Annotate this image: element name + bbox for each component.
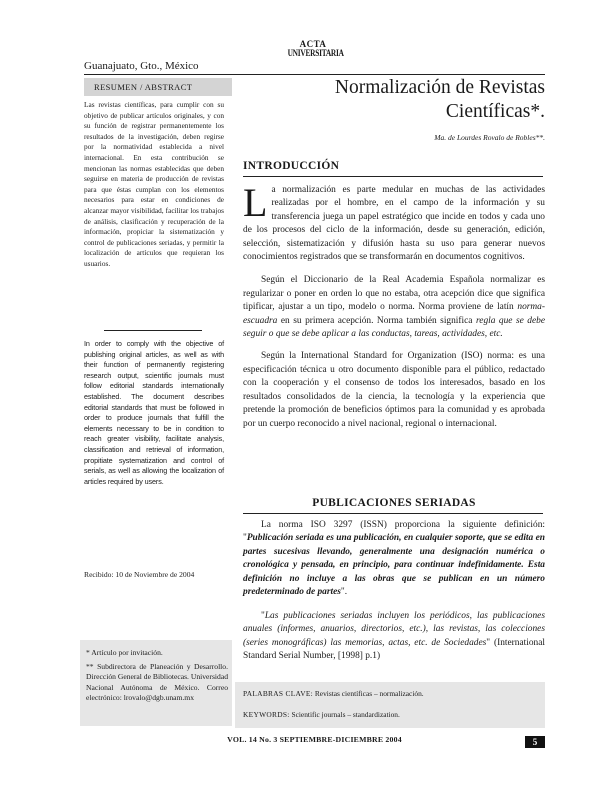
author-line: Ma. de Lourdes Rovalo de Robles**. <box>434 133 545 142</box>
keywords-english <box>243 710 400 719</box>
serials-p1-quote: Publicación seriada es una publicación, en cualquier soporte, que se edita en partes sucesivas llevando, generalmente una designación numérica o cronológica y pensada, en principio, para continuar indefinidamente. Esta definición no incluye a las obras que se publican en un número predeterminado de partes <box>243 533 545 598</box>
serials-p1-text-a: La norma ISO 3297 (ISSN) proporciona la siguiente definición: " <box>243 520 545 544</box>
journal-logo <box>282 40 344 58</box>
abstract-english: In order to comply with the objective of publishing original articles, as well as with their function of permanently registering research output, scientific journals must follow editorial standards internationally established. The document describes editorial standards that must be followed in order to produce journals that fulfill the elements necessary to be in condition to reach greater visibility, facilitate analysis, classification and retrieval of information, propitiate systematization and control of serials, as well as allowing the localization of articles required by users. <box>84 339 224 486</box>
intro-heading-rule <box>243 176 543 177</box>
serials-paragraph-1 <box>243 519 545 599</box>
serials-heading-rule <box>243 513 543 514</box>
title-line-1: Normalización de Revistas <box>334 77 545 98</box>
section-heading-serials: PUBLICACIONES SERIADAS <box>312 497 476 509</box>
abstract-bar: RESUMEN / ABSTRACT <box>84 78 232 96</box>
drop-cap: L <box>243 180 268 225</box>
keywords-en-value: Scientific journals – standardization. <box>289 710 400 719</box>
serials-p2-text-a: " <box>261 611 265 621</box>
intro-p1-text: a normalización es parte medular en muchas de las actividades realizadas por el hombre, en el campo de la información y su transferencia juega un papel estratégico que incide en todos y cada uno de los procesos del ciclo de la información, desde su generación, edición, selección, sistematización y difusión hasta su uso para generar nuevos conocimientos registrados que se transformarán en documentos cognitivos. <box>243 185 545 263</box>
intro-paragraph-1 <box>243 180 545 264</box>
serials-paragraph-2 <box>243 610 545 664</box>
header-divider <box>84 74 545 75</box>
logo-line-1: ACTA <box>299 39 327 49</box>
resumen-text <box>84 100 224 270</box>
footnote-affiliation: ** Subdirectora de Planeación y Desarrollo. Dirección General de Bibliotecas. Universidad Nacional Autónoma de México. Correo electrónico: lrovalo@dgb.unam.mx <box>86 662 228 703</box>
keywords-spanish <box>243 689 424 698</box>
intro-p2-text-a: Según el Diccionario de la Real Academia Española normalizar es regularizar o poner en orden lo que no estaba, otra acepción dice que significa tipificar, ajustar a un tipo, modelo o norma. Norma proviene de latín <box>243 275 545 313</box>
intro-p2-italic-b: regla que se debe seguir o que se debe aplicar a las conductas, tareas, actividades, etc. <box>243 315 546 340</box>
volume-footer: VOL. 14 No. 3 SEPTIEMBRE-DICIEMBRE 2004 <box>227 735 402 744</box>
section-heading-intro: INTRODUCCIÓN <box>243 160 340 172</box>
keywords-en-label: KEYWORDS: <box>243 710 290 719</box>
intro-body <box>243 180 545 431</box>
intro-p2-text-b: en su primera acepción. Norma también significa <box>277 315 476 326</box>
page-number: 5 <box>525 736 545 748</box>
abstract-divider <box>104 330 202 331</box>
location-text: Guanajuato, Gto., México <box>84 60 199 72</box>
keywords-es-value: Revistas científicas – normalización. <box>313 689 424 698</box>
title-line-2: Científicas*. <box>445 101 545 122</box>
footnote-invitation: * Artículo por invitación. <box>86 648 163 657</box>
resumen-paragraph: Las revistas científicas, para cumplir con su objetivo de publicar artículos originales, y con su función de registrar permanentemente los resultados de la investigación, deben regirse por la normatividad establecida a nivel internacional. En esta contribución se mencionan las normas establecidas que deben seguirse en materia de producción de revistas para que éstas cumplan con los elementos necesarios para estar en condiciones de alcanzar mayor visibilidad, facilitar los trabajos de análisis, clasificación y recuperación de la información, propiciar la sistematización y control de publicaciones seriadas, y permitir la localización de artículos que requieran los usuarios. <box>84 100 224 268</box>
received-date: Recibido: 10 de Noviembre de 2004 <box>84 570 195 579</box>
serials-p2-text-b: " (International Standard Serial Number, [1998] p.1) <box>243 637 545 662</box>
serials-p1-text-b: ". <box>340 587 348 598</box>
intro-p2-italic-a: norma-escuadra <box>243 302 545 326</box>
logo-line-2: UNIVERSITARIA <box>287 48 344 58</box>
intro-paragraph-2 <box>243 274 545 341</box>
serials-p2-quote: Las publicaciones seriadas incluyen los periódicos, las publicaciones anuales (informes, anuarios, directorios, etc.), las revistas, las colecciones (series monográficas) las memorias, actas, etc. de Sociedades <box>243 611 545 648</box>
intro-paragraph-3: Según la International Standard for Organization (ISO) norma: es una especificación técnica u otro documento disponible para el público, redactado con la cooperación y el consenso de todos los interesados, basado en los resultados consolidados de la ciencia, la tecnología y la experiencia que pretende la promoción de beneficios óptimos para la comunidad y es aprobada por un cuerpo reconocido a nivel nacional, regional o internacional. <box>243 351 545 429</box>
article-title <box>245 76 545 124</box>
keywords-es-label: PALABRAS CLAVE: <box>243 689 314 698</box>
